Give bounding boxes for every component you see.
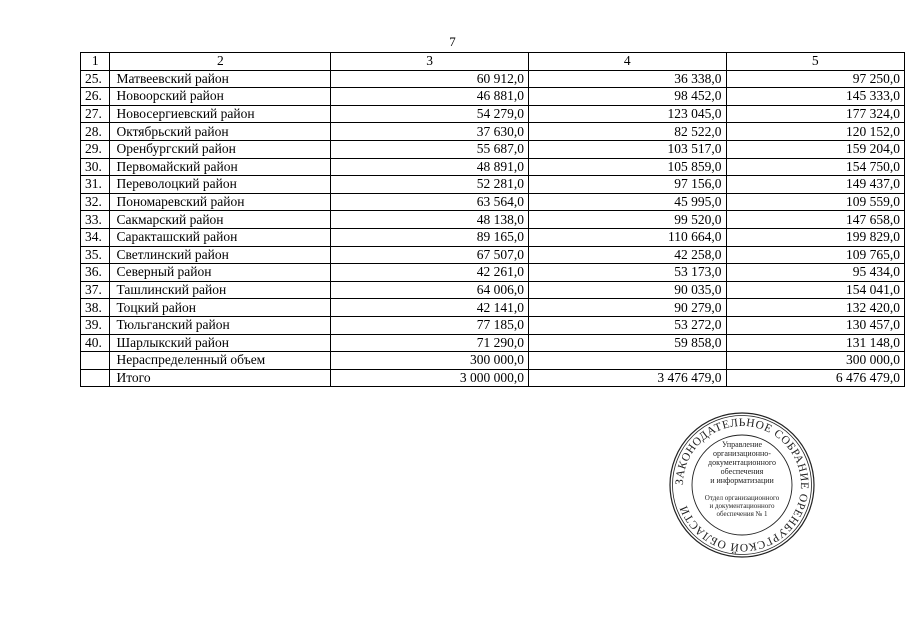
seal-outer-text: ЗАКОНОДАТЕЛЬНОЕ СОБРАНИЕ ОРЕНБУРГСКОЙ ОБЛАСТИ [673,416,811,554]
column-4-value-cell: 110 664,0 [528,228,726,246]
district-name-cell: Светлинский район [110,246,331,264]
table-row [81,88,905,106]
column-5-value-cell: 177 324,0 [726,105,904,123]
row-number-cell [81,369,110,387]
svg-text:ЗАКОНОДАТЕЛЬНОЕ СОБРАНИЕ ОРЕНБ [674,417,810,555]
column-5-value-cell: 109 765,0 [726,246,904,264]
column-3-value-cell: 48 891,0 [331,158,529,176]
column-3-value-cell: 48 138,0 [331,211,529,229]
column-3-value-cell: 42 261,0 [331,264,529,282]
seal-bottom-line: Отдел организационного [704,494,780,502]
column-5-value-cell: 199 829,0 [726,228,904,246]
column-3-value-cell: 71 290,0 [331,334,529,352]
column-4-value-cell: 123 045,0 [528,105,726,123]
table-row [81,352,905,370]
official-seal-stamp [668,411,816,559]
column-3-value-cell: 67 507,0 [331,246,529,264]
table-row [81,281,905,299]
table-row [81,140,905,158]
column-5-value-cell: 147 658,0 [726,211,904,229]
column-3-value-cell: 64 006,0 [331,281,529,299]
table-row [81,369,905,387]
table-row [81,158,905,176]
column-4-value-cell: 82 522,0 [528,123,726,141]
column-5-value-cell: 154 041,0 [726,281,904,299]
column-5-value-cell: 130 457,0 [726,316,904,334]
column-header-5: 5 [726,53,904,71]
seal-bottom-line: и документационного [709,502,775,510]
column-5-value-cell: 159 204,0 [726,140,904,158]
seal-inner-line: документационного [708,458,776,467]
district-name-cell: Оренбургский район [110,140,331,158]
table-row [81,193,905,211]
table-row [81,299,905,317]
table-row [81,211,905,229]
district-name-cell: Северный район [110,264,331,282]
column-5-value-cell: 132 420,0 [726,299,904,317]
appropriations-table [80,52,905,387]
column-header-2: 2 [110,53,331,71]
column-3-value-cell: 77 185,0 [331,316,529,334]
table-row [81,316,905,334]
column-5-value-cell: 131 148,0 [726,334,904,352]
district-name-cell: Саракташский район [110,228,331,246]
table-row [81,264,905,282]
row-number-cell: 34. [81,228,110,246]
column-4-value-cell: 103 517,0 [528,140,726,158]
district-name-cell: Новосергиевский район [110,105,331,123]
column-4-value-cell [528,352,726,370]
column-4-value-cell: 99 520,0 [528,211,726,229]
district-name-cell: Матвеевский район [110,70,331,88]
row-number-cell: 36. [81,264,110,282]
seal-bottom-line: обеспечения № 1 [716,510,768,518]
row-number-cell: 28. [81,123,110,141]
column-3-value-cell: 37 630,0 [331,123,529,141]
column-3-value-cell: 60 912,0 [331,70,529,88]
row-number-cell: 25. [81,70,110,88]
column-5-value-cell: 300 000,0 [726,352,904,370]
column-4-value-cell: 3 476 479,0 [528,369,726,387]
column-header-1: 1 [81,53,110,71]
column-5-value-cell: 109 559,0 [726,193,904,211]
column-4-value-cell: 53 173,0 [528,264,726,282]
row-number-cell: 33. [81,211,110,229]
row-number-cell: 31. [81,176,110,194]
table-row [81,334,905,352]
column-5-value-cell: 145 333,0 [726,88,904,106]
column-5-value-cell: 97 250,0 [726,70,904,88]
district-name-cell: Шарлыкский район [110,334,331,352]
table-header-row [81,53,905,71]
table-row [81,70,905,88]
column-4-value-cell: 36 338,0 [528,70,726,88]
seal-inner-line: организационно- [713,449,771,458]
row-number-cell: 32. [81,193,110,211]
column-5-value-cell: 154 750,0 [726,158,904,176]
table-row [81,228,905,246]
row-number-cell: 37. [81,281,110,299]
district-name-cell: Тоцкий район [110,299,331,317]
column-3-value-cell: 54 279,0 [331,105,529,123]
district-name-cell: Октябрьский район [110,123,331,141]
table-row [81,105,905,123]
column-4-value-cell: 42 258,0 [528,246,726,264]
table-row [81,123,905,141]
row-number-cell: 38. [81,299,110,317]
row-number-cell: 35. [81,246,110,264]
column-3-value-cell: 89 165,0 [331,228,529,246]
column-4-value-cell: 90 035,0 [528,281,726,299]
column-4-value-cell: 97 156,0 [528,176,726,194]
row-number-cell: 30. [81,158,110,176]
row-number-cell: 26. [81,88,110,106]
district-name-cell: Сакмарский район [110,211,331,229]
row-number-cell [81,352,110,370]
column-5-value-cell: 120 152,0 [726,123,904,141]
column-5-value-cell: 6 476 479,0 [726,369,904,387]
district-name-cell: Первомайский район [110,158,331,176]
seal-inner-line: и информатизации [710,476,774,485]
row-number-cell: 29. [81,140,110,158]
seal-graphic [668,411,816,559]
district-name-cell: Пономаревский район [110,193,331,211]
page-number: 7 [449,34,456,49]
column-3-value-cell: 63 564,0 [331,193,529,211]
column-3-value-cell: 42 141,0 [331,299,529,317]
column-4-value-cell: 105 859,0 [528,158,726,176]
column-4-value-cell: 90 279,0 [528,299,726,317]
row-number-cell: 40. [81,334,110,352]
seal-inner-line: обеспечения [720,467,764,476]
column-3-value-cell: 46 881,0 [331,88,529,106]
table-row [81,246,905,264]
column-4-value-cell: 98 452,0 [528,88,726,106]
column-4-value-cell: 59 858,0 [528,334,726,352]
column-4-value-cell: 45 995,0 [528,193,726,211]
district-name-cell: Ташлинский район [110,281,331,299]
column-4-value-cell: 53 272,0 [528,316,726,334]
row-number-cell: 39. [81,316,110,334]
column-5-value-cell: 149 437,0 [726,176,904,194]
column-3-value-cell: 52 281,0 [331,176,529,194]
column-5-value-cell: 95 434,0 [726,264,904,282]
column-3-value-cell: 3 000 000,0 [331,369,529,387]
table-row [81,176,905,194]
row-number-cell: 27. [81,105,110,123]
column-header-4: 4 [528,53,726,71]
district-name-cell: Тюльганский район [110,316,331,334]
column-3-value-cell: 55 687,0 [331,140,529,158]
column-3-value-cell: 300 000,0 [331,352,529,370]
district-name-cell: Нераспределенный объем [110,352,331,370]
district-name-cell: Переволоцкий район [110,176,331,194]
district-name-cell: Новоорский район [110,88,331,106]
district-name-cell: Итого [110,369,331,387]
column-header-3: 3 [331,53,529,71]
seal-inner-line: Управление [721,440,763,449]
